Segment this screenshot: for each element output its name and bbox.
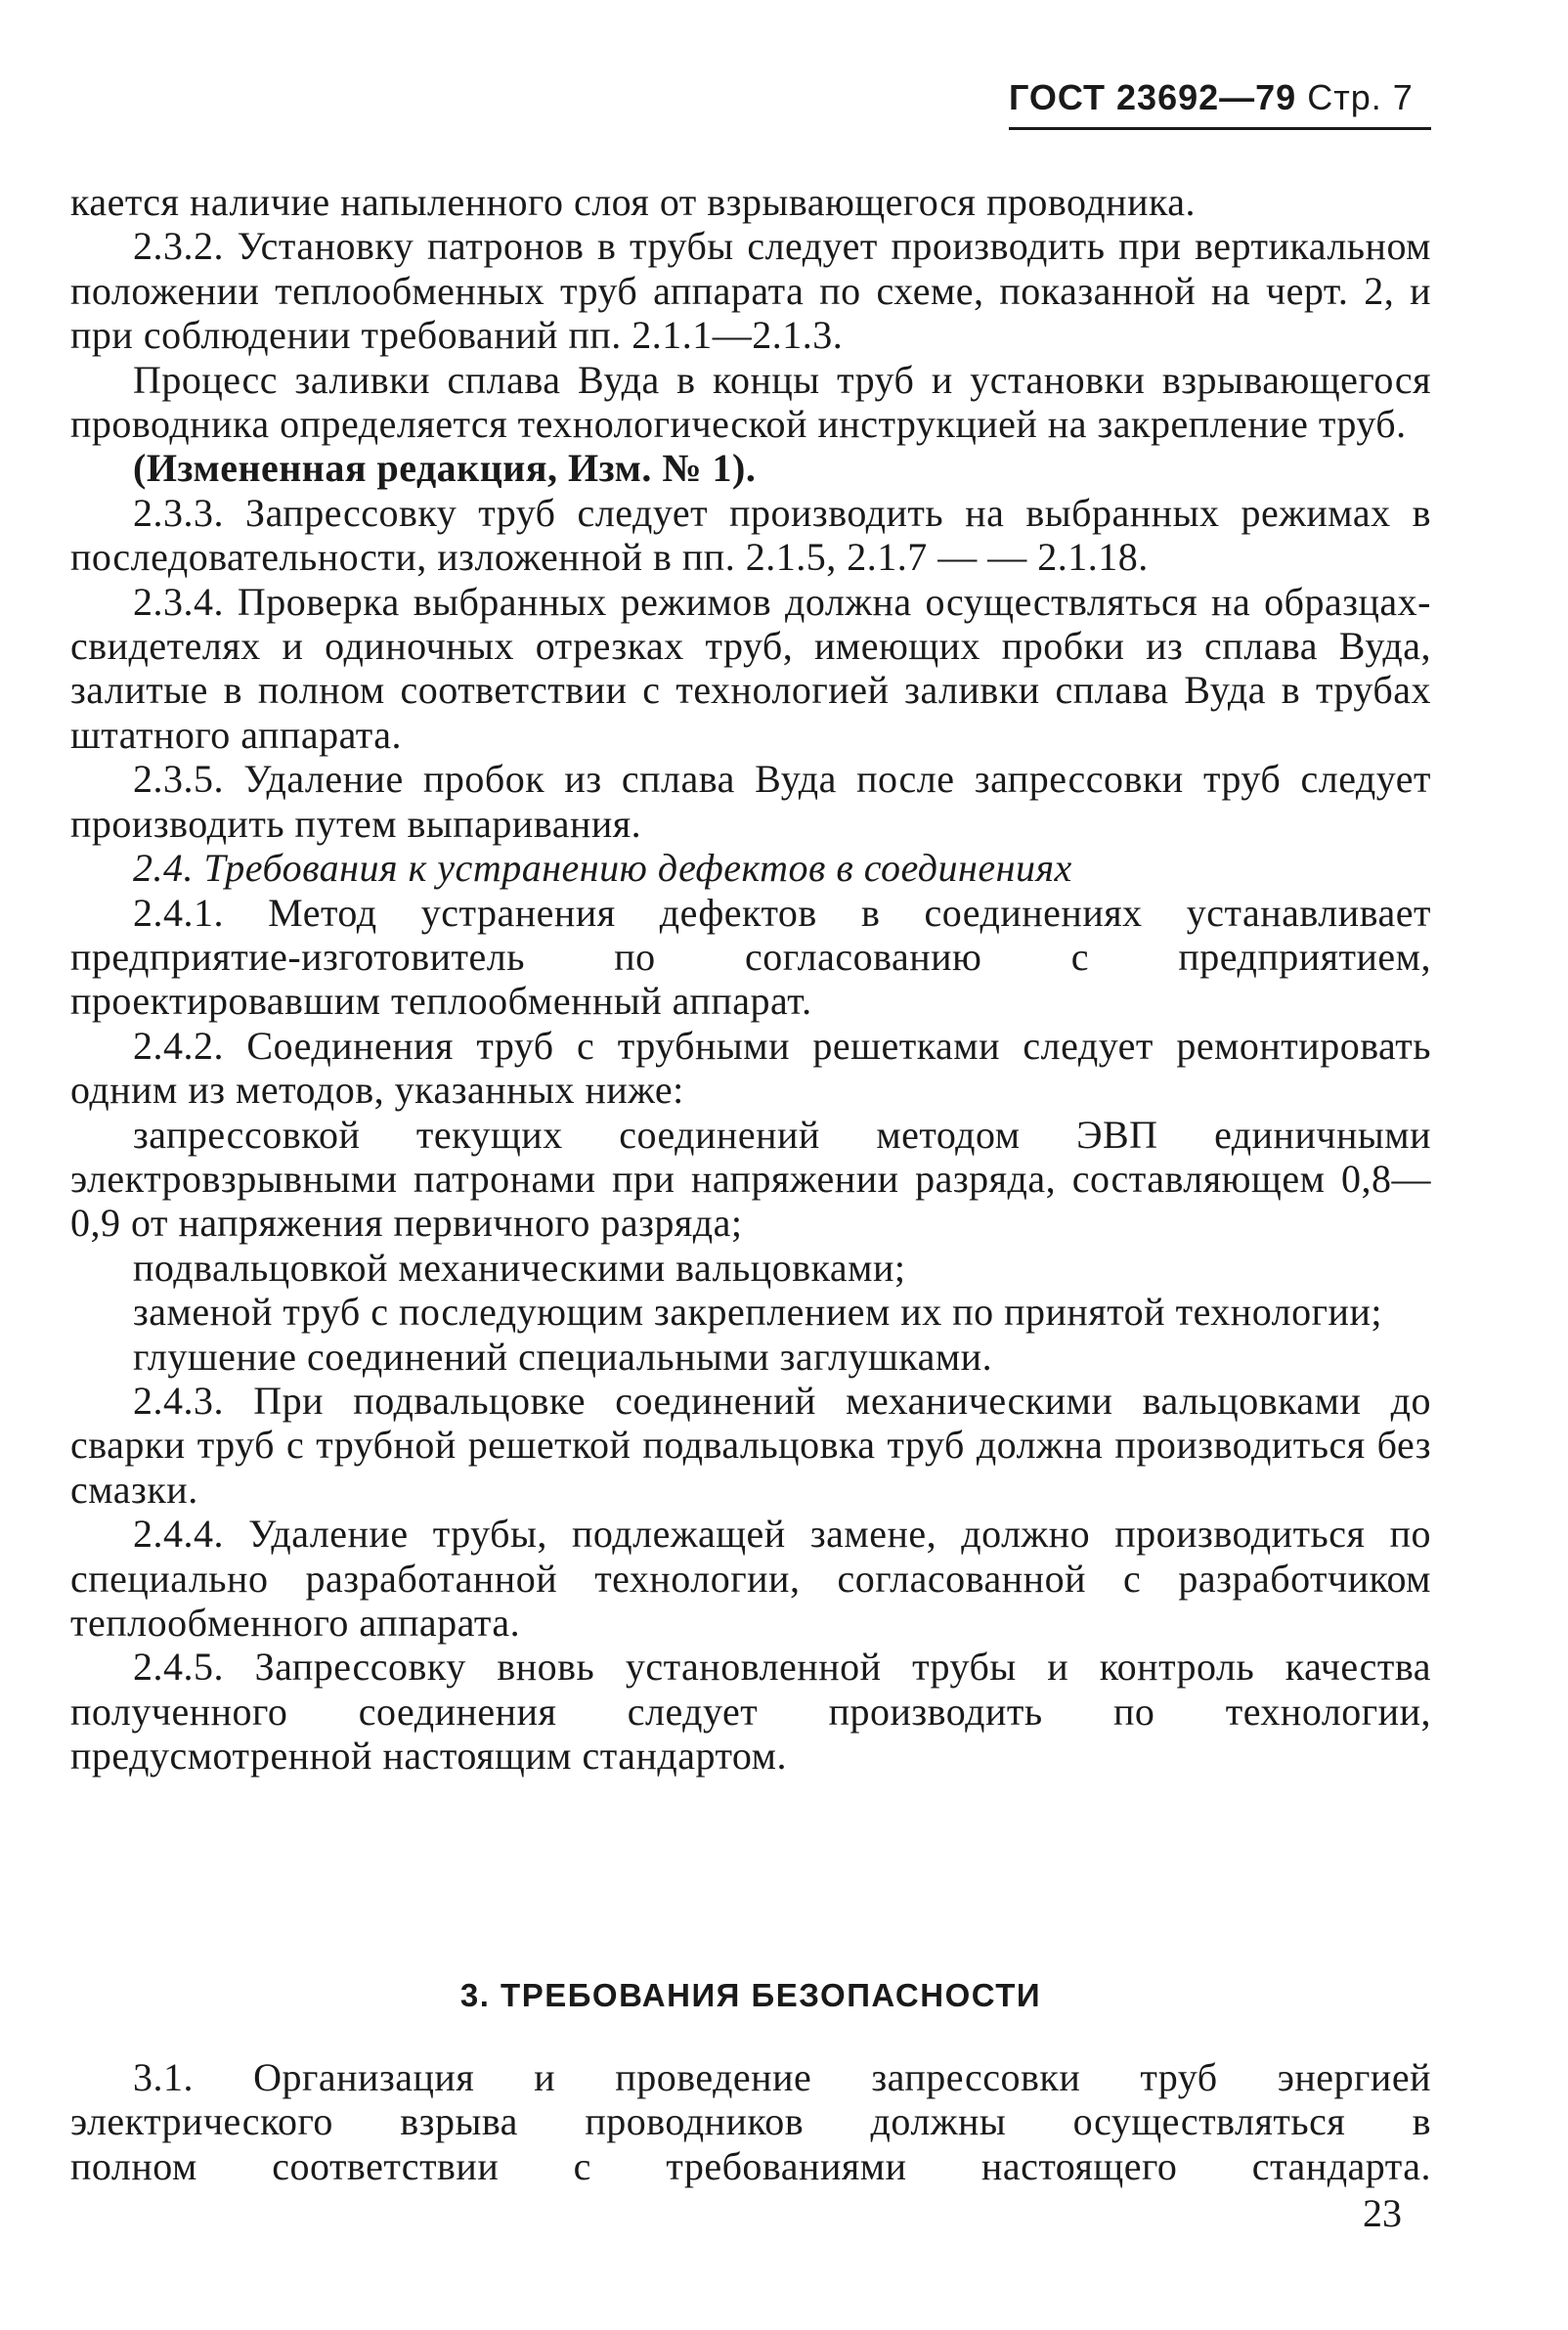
list-item-pressing: запрессовкой текущих соединений методом ЭВП единичными электровзрывными патронами при напряжении разряда, составляющем 0,8—0,9 от напряжения первичного разряда;	[70, 1112, 1431, 1246]
paragraph-2-3-2: 2.3.2. Установку патронов в трубы следует производить при вертикальном положении теплообменных труб аппарата по схеме, показанной на черт. 2, и при соблюдении требований пп. 2.1.1—2.1.3.	[70, 224, 1431, 358]
paragraph-2-3-3: 2.3.3. Запрессовку труб следует производить на выбранных режимах в последовательности, изложенной в пп. 2.1.5, 2.1.7 — — 2.1.18.	[70, 490, 1431, 580]
paragraph-2-4-2: 2.4.2. Соединения труб с трубными решетками следует ремонтировать одним из методов, указанных ниже:	[70, 1023, 1431, 1113]
paragraph-2-3-4: 2.3.4. Проверка выбранных режимов должна осуществляться на образцах-свидетелях и одиночных отрезках труб, имеющих пробки из сплава Вуда, залитые в полном соответствии с технологией заливки сплава Вуда в трубах штатного аппарата.	[70, 579, 1431, 757]
page-number: 23	[1363, 2191, 1402, 2235]
paragraph-3-1-line-2: электрического взрыва проводников должны осуществляться в	[70, 2099, 1431, 2144]
paragraph-2-3-5: 2.3.5. Удаление пробок из сплава Вуда после запрессовки труб следует производить путем выпаривания.	[70, 757, 1431, 846]
paragraph-2-4-4: 2.4.4. Удаление трубы, подлежащей замене, должно производиться по специально разработанной технологии, согласованной с разработчиком теплообменного аппарата.	[70, 1512, 1431, 1645]
paragraph-3-1-line-3: полном соответствии с требованиями настоящего стандарта.	[70, 2143, 1431, 2188]
paragraph-2-4-3: 2.4.3. При подвальцовке соединений механическими вальцовками до сварки труб с трубной решеткой подвальцовка труб должна производиться без смазки.	[70, 1378, 1431, 1512]
standard-number: ГОСТ 23692—79	[1009, 77, 1297, 117]
list-item-plugging: глушение соединений специальными заглушками.	[133, 1334, 993, 1379]
list-item-rolling: подвальцовкой механическими вальцовками;	[133, 1245, 906, 1290]
header-rule	[1009, 127, 1431, 130]
amendment-note: (Измененная редакция, Изм. № 1).	[133, 446, 757, 491]
section-3-body	[70, 2055, 1431, 2188]
paragraph-2-4-1: 2.4.1. Метод устранения дефектов в соединениях устанавливает предприятие-изготовитель по согласованию с предприятием, проектировавшим теплообменный аппарат.	[70, 890, 1431, 1024]
paragraph-wood-alloy-process: Процесс заливки сплава Вуда в концы труб и установки взрывающегося проводника определяется технологической инструкцией на закрепление труб.	[70, 357, 1431, 447]
list-item-replacement: заменой труб с последующим закреплением их по принятой технологии;	[133, 1290, 1382, 1335]
section-3-title: 3. ТРЕБОВАНИЯ БЕЗОПАСНОСТИ	[459, 1977, 1042, 2013]
page-header	[1009, 76, 1431, 119]
paragraph-2-4-5: 2.4.5. Запрессовку вновь установленной трубы и контроль качества полученного соединения следует производить по технологии, предусмотренной настоящим стандартом.	[70, 1645, 1431, 1779]
page-label: Стр. 7	[1307, 77, 1414, 117]
body-text	[70, 180, 1431, 1779]
subsection-heading-2-4: 2.4. Требования к устранению дефектов в соединениях	[133, 846, 1072, 891]
paragraph-continuation: кается наличие напыленного слоя от взрывающегося проводника.	[70, 180, 1197, 224]
paragraph-3-1-line-1: 3.1. Организация и проведение запрессовки труб энергией	[133, 2055, 1431, 2099]
